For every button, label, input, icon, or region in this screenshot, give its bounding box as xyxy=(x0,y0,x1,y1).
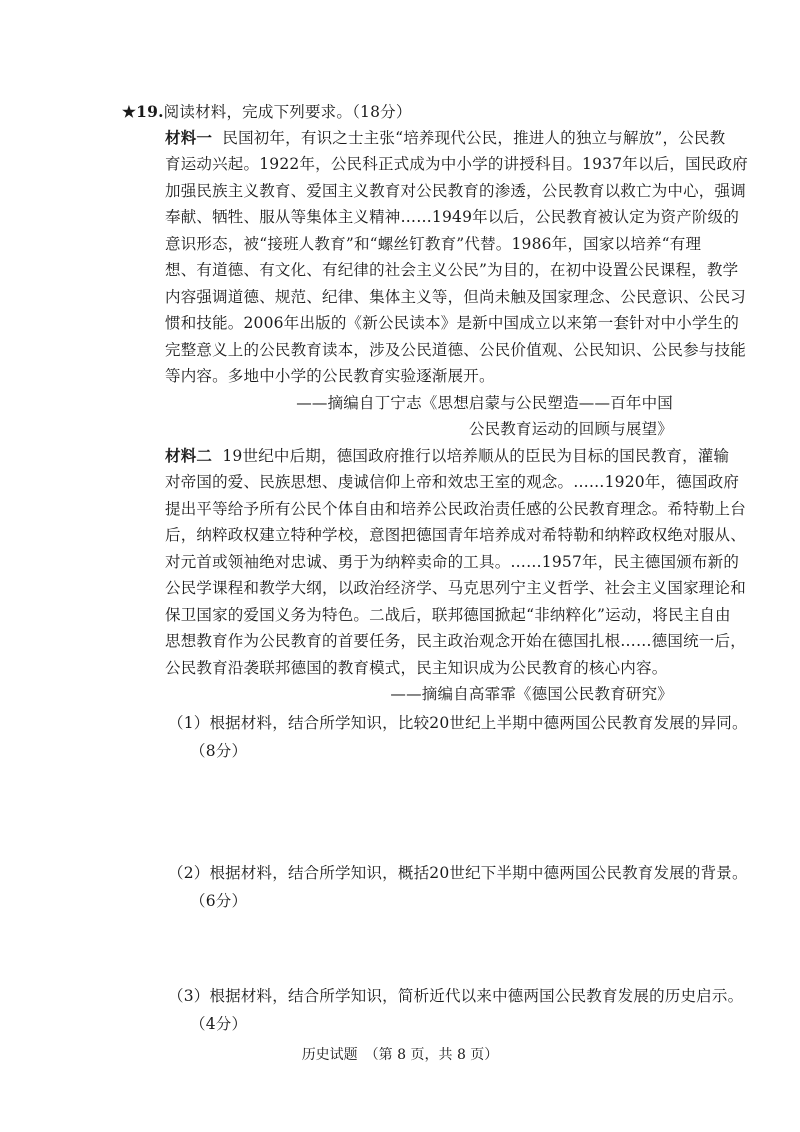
material-one-source-2: 公民教育运动的回顾与展望》 xyxy=(468,420,673,438)
page-footer: 历史试题 （第 8 页，共 8 页） xyxy=(301,1047,499,1063)
material-two-line-1: 材料二 19世纪中后期，德国政府推行以培养顺从的臣民为目标的国民教育，灌输 xyxy=(165,446,730,465)
sub-question-3: （3）根据材料，结合所学知识，简析近代以来中德两国公民教育发展的历史启示。 xyxy=(168,987,744,1005)
question-header xyxy=(122,101,412,123)
material-one-line-7: 内容强调道德、规范、纪律、集体主义等，但尚未触及国家理念、公民意识、公民习 xyxy=(165,288,746,306)
material-one-line-10: 等内容。多地中小学的公民教育实验逐渐展开。 xyxy=(165,367,495,385)
material-one-line-4: 奉献、牺牲、服从等集体主义精神……1949年以后，公民教育被认定为资产阶级的 xyxy=(165,208,740,226)
material-two-line-9: 公民教育沿袭联邦德国的教育模式，民主知识成为公民教育的核心内容。 xyxy=(165,659,668,677)
material-two-line-8: 思想教育作为公民教育的首要任务，民主政治观念开始在德国扎根……德国统一后， xyxy=(165,632,746,650)
material-one-line-5: 意识形态，被“接班人教育”和“螺丝钉教育”代替。1986年，国家以培养“有理 xyxy=(165,235,702,253)
material-two-line-6: 公民学课程和教学大纲，以政治经济学、马克思列宁主义哲学、社会主义国家理论和 xyxy=(165,579,746,597)
material-one-line-3: 加强民族主义教育、爱国主义教育对公民教育的渗透，公民教育以救亡为中心，强调 xyxy=(165,182,746,200)
material-one-line-8: 惯和技能。2006年出版的《新公民读本》是新中国成立以来第一套针对中小学生的 xyxy=(165,314,740,332)
sub-question-3-score: （4分） xyxy=(190,1015,248,1033)
material-two-line-3: 提出平等给予所有公民个体自由和培养公民政治责任感的公民教育理念。希特勒上台 xyxy=(165,500,746,518)
material-one-line-1: 材料一 民国初年，有识之士主张“培养现代公民，推进人的独立与解放”，公民教 xyxy=(165,128,726,147)
material-two-line-5: 对元首或领袖绝对忠诚、勇于为纳粹卖命的工具。……1957年，民主德国颁布新的 xyxy=(165,553,740,571)
material-one-line-6: 想、有道德、有文化、有纪律的社会主义公民”为目的，在初中设置公民课程，教学 xyxy=(165,261,739,279)
material-two-source: ——摘编自高霏霏《德国公民教育研究》 xyxy=(390,685,673,703)
sub-question-1-score: （8分） xyxy=(190,742,248,760)
material-one-line-9: 完整意义上的公民教育读本，涉及公民道德、公民价值观、公民知识、公民参与技能 xyxy=(165,341,746,359)
material-one-line-2: 育运动兴起。1922年，公民科正式成为中小学的讲授科目。1937年以后，国民政府 xyxy=(165,155,748,173)
material-one-source-1: ——摘编自丁宁志《思想启蒙与公民塑造——百年中国 xyxy=(296,394,673,412)
material-two-line-7: 保卫国家的爱国义务为特色。二战后，联邦德国掀起“非纳粹化”运动，将民主自由 xyxy=(165,606,731,624)
question-instruction: 阅读材料，完成下列要求。（18分） xyxy=(163,103,412,121)
material-two-line-2: 对帝国的爱、民族思想、虔诚信仰上帝和效忠王室的观念。……1920年，德国政府 xyxy=(165,473,740,491)
material-two-line-4: 后，纳粹政权建立特种学校，意图把德国青年培养成对希特勒和纳粹政权绝对服从、 xyxy=(165,526,746,544)
question-number: ★19. xyxy=(122,102,164,121)
material-two-label: 材料二 xyxy=(165,446,213,465)
material-one-label: 材料一 xyxy=(165,128,213,147)
sub-question-2-score: （6分） xyxy=(190,892,248,910)
sub-question-2: （2）根据材料，结合所学知识，概括20世纪下半期中德两国公民教育发展的背景。 xyxy=(168,864,748,882)
sub-question-1: （1）根据材料，结合所学知识，比较20世纪上半期中德两国公民教育发展的异同。 xyxy=(168,714,748,732)
